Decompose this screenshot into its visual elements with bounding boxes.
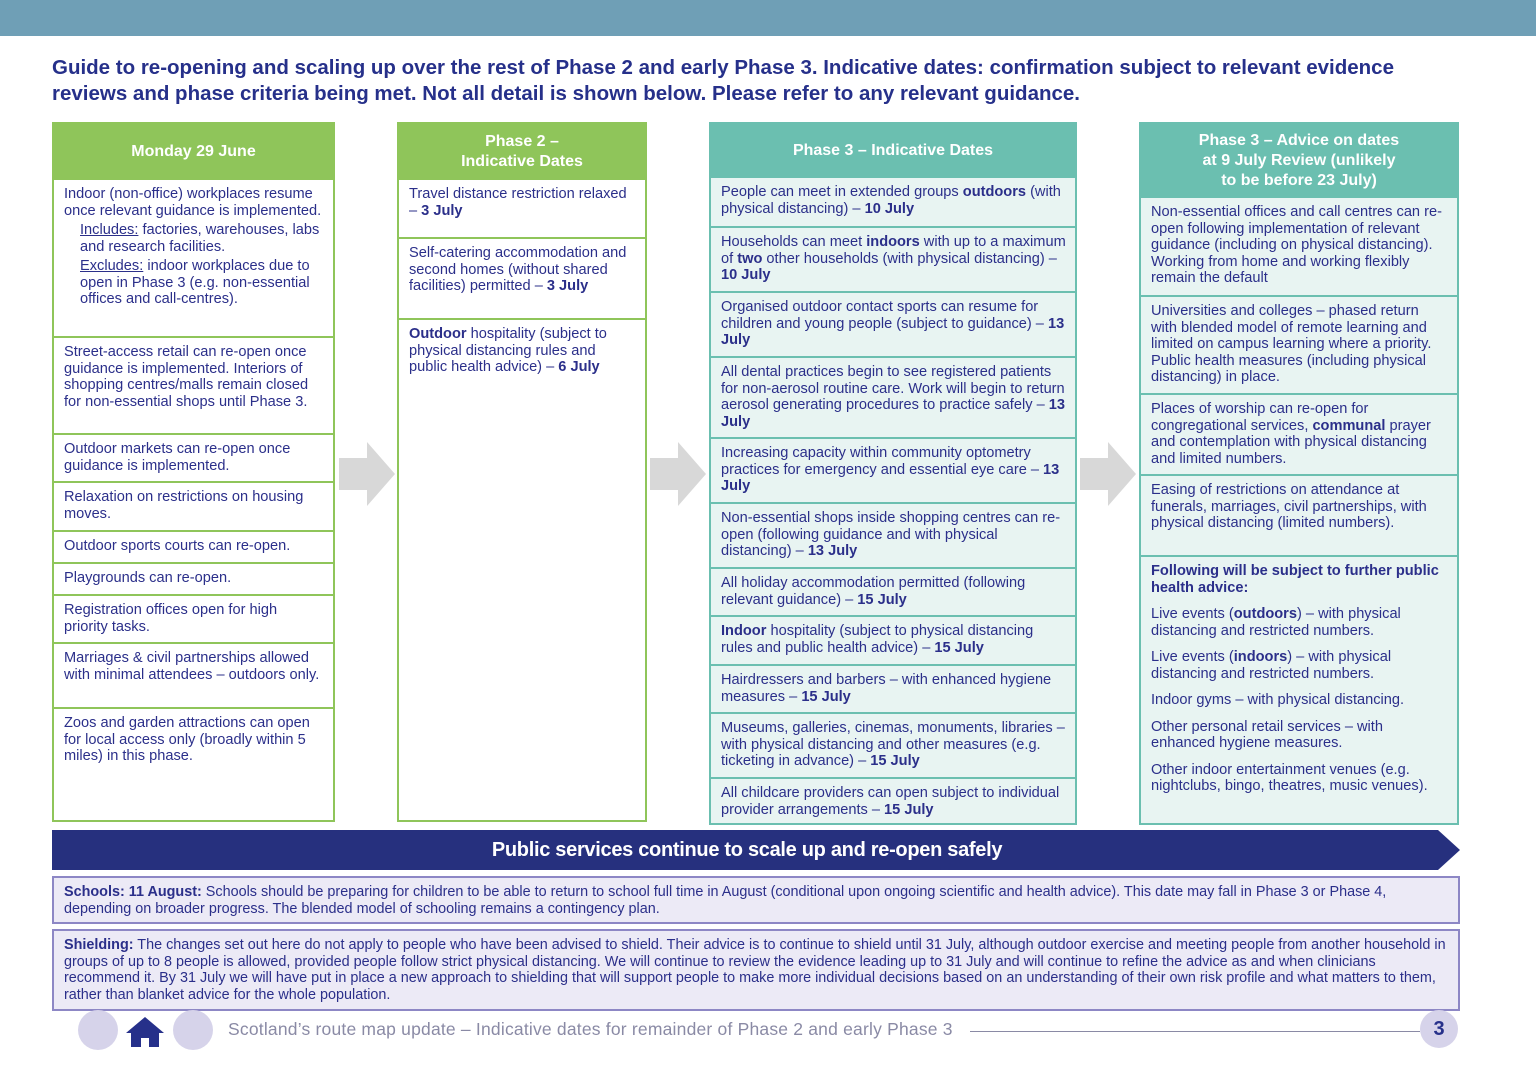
schools-label: Schools: 11 August: <box>64 884 202 900</box>
list-item <box>711 664 1075 712</box>
footer <box>0 1006 1536 1066</box>
item-date: 13 July <box>807 543 858 559</box>
item-text: All childcare providers can open subject to individual provider arrangements – <box>721 785 1060 818</box>
item-bold: outdoors <box>1233 606 1297 622</box>
list-item: Marriages & civil partnerships allowed with minimal attendees – outdoors only. <box>54 642 333 707</box>
item-bold: indoors <box>866 234 920 250</box>
list-item: Universities and colleges – phased return with blended model of remote learning and limited on campus learning where a priority. Public health measures (including physical distancing) in place. <box>1141 295 1457 393</box>
header-line-2: Indicative Dates <box>461 153 583 170</box>
item-text: hospitality (subject to physical distancing rules and public health advice) – <box>721 623 1034 656</box>
list-item: Non-essential offices and call centres can re-open following implementation of relevant guidance (including on physical distancing). Working from home and working flexibly remain the default <box>1151 204 1442 286</box>
further-advice-item <box>1151 649 1448 682</box>
item-text: Live events ( <box>1151 606 1234 622</box>
arrow-right-icon <box>1080 442 1136 506</box>
list-item <box>711 437 1075 502</box>
column-phase-2 <box>397 122 647 822</box>
item-date: 15 July <box>857 591 907 608</box>
banner-text: Public services continue to scale up and re-open safely <box>491 839 1003 861</box>
item-date: 13 July <box>721 315 1065 348</box>
list-item <box>711 615 1075 664</box>
item-text: Non-essential shops inside shopping centres can re-open (following guidance and with physical distancing) – <box>721 510 1061 559</box>
item-text: hospitality (subject to physical distancing rules and public health advice) – <box>409 326 607 375</box>
header-line-1: Phase 3 – Advice on dates <box>1198 132 1400 149</box>
nav-circle-back[interactable] <box>78 1010 118 1050</box>
item-text: Self-catering accommodation and second homes (without shared facilities) permitted – <box>409 245 627 294</box>
list-item: Street-access retail can re-open once guidance is implemented. Interiors of shopping centres/malls remain closed for non-essential shops until Phase 3. <box>54 336 333 433</box>
shielding-box <box>52 929 1460 1011</box>
list-item: Playgrounds can re-open. <box>54 562 333 594</box>
list-item <box>399 237 645 318</box>
further-advice-item: Other personal retail services – with enhanced hygiene measures. <box>1151 718 1383 751</box>
item-date: 15 July <box>884 801 934 818</box>
column-header: Phase 3 – Indicative Dates <box>711 124 1075 178</box>
item-bold: two <box>737 250 763 267</box>
list-item: Easing of restrictions on attendance at funerals, marriages, civil partnerships, with physical distancing (limited numbers). <box>1141 474 1457 555</box>
item-text: (with physical distancing) – <box>721 184 1061 217</box>
list-item <box>1141 555 1457 821</box>
list-item <box>711 502 1075 567</box>
item-text: with up to a maximum of <box>721 234 1066 267</box>
excludes-text: indoor workplaces due to open in Phase 3 (e.g. non-essential offices and call-centres). <box>80 258 310 307</box>
list-item <box>711 178 1075 226</box>
item-text: People can meet in extended groups <box>721 184 963 200</box>
top-bar <box>0 0 1536 36</box>
item-date: 13 July <box>721 397 1065 430</box>
schools-box <box>52 876 1460 924</box>
item-date: 15 July <box>801 688 851 705</box>
list-item <box>711 356 1075 437</box>
further-advice-item: Other indoor entertainment venues (e.g. nightclubs, bingo, theatres, music venues). <box>1151 761 1428 794</box>
further-advice-heading: Following will be subject to further public health advice: <box>1151 563 1439 596</box>
nav-circle-forward[interactable] <box>173 1010 213 1050</box>
column-monday-29-june <box>52 122 335 822</box>
list-item: Zoos and garden attractions can open for local access only (broadly within 5 miles) in this phase. <box>54 707 333 817</box>
includes-label: Includes: <box>80 222 139 238</box>
item-text: All dental practices begin to see registered patients for non-aerosol routine care. Work will begin to return aerosol generating procedures to practice safely – <box>721 364 1065 413</box>
column-phase-3-dates <box>709 122 1077 825</box>
column-header <box>1141 124 1457 198</box>
includes-text: factories, warehouses, labs and research facilities. <box>80 222 320 255</box>
list-item <box>711 712 1075 777</box>
column-header <box>399 124 645 180</box>
item-text: Hairdressers and barbers – with enhanced hygiene measures – <box>721 672 1052 705</box>
item-date: 15 July <box>870 753 920 769</box>
public-services-banner <box>52 830 1460 870</box>
item-date: 10 July <box>864 200 915 217</box>
page-number: 3 <box>1420 1010 1458 1048</box>
excludes-label: Excludes: <box>80 258 144 274</box>
list-item <box>399 318 645 398</box>
list-item <box>1141 393 1457 474</box>
header-line-1: Phase 2 – <box>485 133 559 150</box>
column-header: Monday 29 June <box>54 124 333 180</box>
schools-text: Schools should be preparing for children to be able to return to school full time in August (conditional upon ongoing scientific and health advice). This date may fall in Phase 3 or Phase 4, depending on broader progress. The blended model of schooling remains a contingency plan. <box>64 884 1387 917</box>
list-item: Outdoor markets can re-open once guidance is implemented. <box>54 433 333 481</box>
item-text: other households (with physical distancing) – <box>762 250 1057 267</box>
page-title: Guide to re-opening and scaling up over the rest of Phase 2 and early Phase 3. Indicative dates: confirmation subject to relevant evidence reviews and phase criteria being met. Not all detail is shown below. Please refer to any relevant guidance. <box>52 56 1394 105</box>
item-date: 3 July <box>421 202 463 219</box>
item-text: ) – with physical distancing and restricted numbers. <box>1151 649 1392 682</box>
shielding-label: Shielding: <box>64 937 134 953</box>
item-text: ) – with physical distancing and restricted numbers. <box>1151 606 1401 639</box>
list-item: Outdoor sports courts can re-open. <box>54 530 333 562</box>
arrow-right-icon <box>339 442 395 506</box>
list-item <box>711 226 1075 291</box>
item-text: Indoor (non-office) workplaces resume once relevant guidance is implemented. <box>64 186 322 219</box>
item-text: Households can meet <box>721 234 867 250</box>
item-date: 10 July <box>721 267 771 283</box>
further-advice-item: Indoor gyms – with physical distancing. <box>1151 692 1405 708</box>
header-line-3: to be before 23 July) <box>1221 172 1377 189</box>
further-advice-item <box>1151 606 1448 639</box>
list-item: Relaxation on restrictions on housing moves. <box>54 481 333 530</box>
item-bold: outdoors <box>962 184 1027 200</box>
item-date: 15 July <box>934 639 984 656</box>
list-item: Registration offices open for high priority tasks. <box>54 594 333 642</box>
item-bold: Outdoor <box>409 326 467 342</box>
list-item <box>711 777 1075 823</box>
item-text: Travel distance restriction relaxed – <box>409 186 627 219</box>
item-text: Places of worship can re-open for congregational services, <box>1151 401 1369 434</box>
item-bold: Indoor <box>721 623 767 639</box>
list-item <box>399 180 645 237</box>
item-text: Museums, galleries, cinemas, monuments, libraries – with physical distancing and other measures (e.g. ticketing in advance) – <box>721 720 1065 769</box>
footer-divider <box>970 1031 1420 1032</box>
item-date: 6 July <box>558 359 600 375</box>
header-line-2: at 9 July Review (unlikely <box>1202 152 1396 169</box>
home-icon[interactable] <box>124 1015 166 1049</box>
item-text: prayer and contemplation with physical distancing and limited numbers. <box>1151 417 1431 467</box>
list-item <box>711 291 1075 356</box>
column-body <box>1141 198 1457 823</box>
list-item <box>54 180 333 336</box>
item-date: 3 July <box>546 278 589 294</box>
list-item <box>711 567 1075 615</box>
item-includes <box>64 222 324 255</box>
column-body <box>399 180 645 398</box>
arrow-right-icon <box>650 442 706 506</box>
footer-text: Scotland’s route map update – Indicative dates for remainder of Phase 2 and early Phase 3 <box>228 1019 953 1039</box>
shielding-text: The changes set out here do not apply to people who have been advised to shield. Their advice is to continue to shield until 31 July, although outdoor exercise and meeting people from another household in groups of up to 8 people is allowed, provided people follow strict physical distancing. We will continue to review the evidence leading up to 31 July and will continue to refine the advice as and when clinicians recommend it. By 31 July we will have put in place a new approach to shielding that will support people to make more individual decisions based on an understanding of their own risk profile and what matters to them, rather than blanket advice for the whole population. <box>64 937 1446 1003</box>
item-bold: communal <box>1312 417 1386 434</box>
item-text: Increasing capacity within community optometry practices for emergency and essential eye care – <box>721 445 1044 478</box>
column-body <box>54 180 333 817</box>
item-text: Organised outdoor contact sports can resume for children and young people (subject to guidance) – <box>721 299 1048 332</box>
column-body <box>711 178 1075 823</box>
item-date: 13 July <box>721 461 1060 494</box>
item-text: All holiday accommodation permitted (following relevant guidance) – <box>721 575 1026 608</box>
item-text: Live events ( <box>1151 649 1234 665</box>
column-phase-3-advice <box>1139 122 1459 825</box>
item-bold: indoors <box>1233 649 1288 665</box>
item-excludes <box>64 258 324 308</box>
